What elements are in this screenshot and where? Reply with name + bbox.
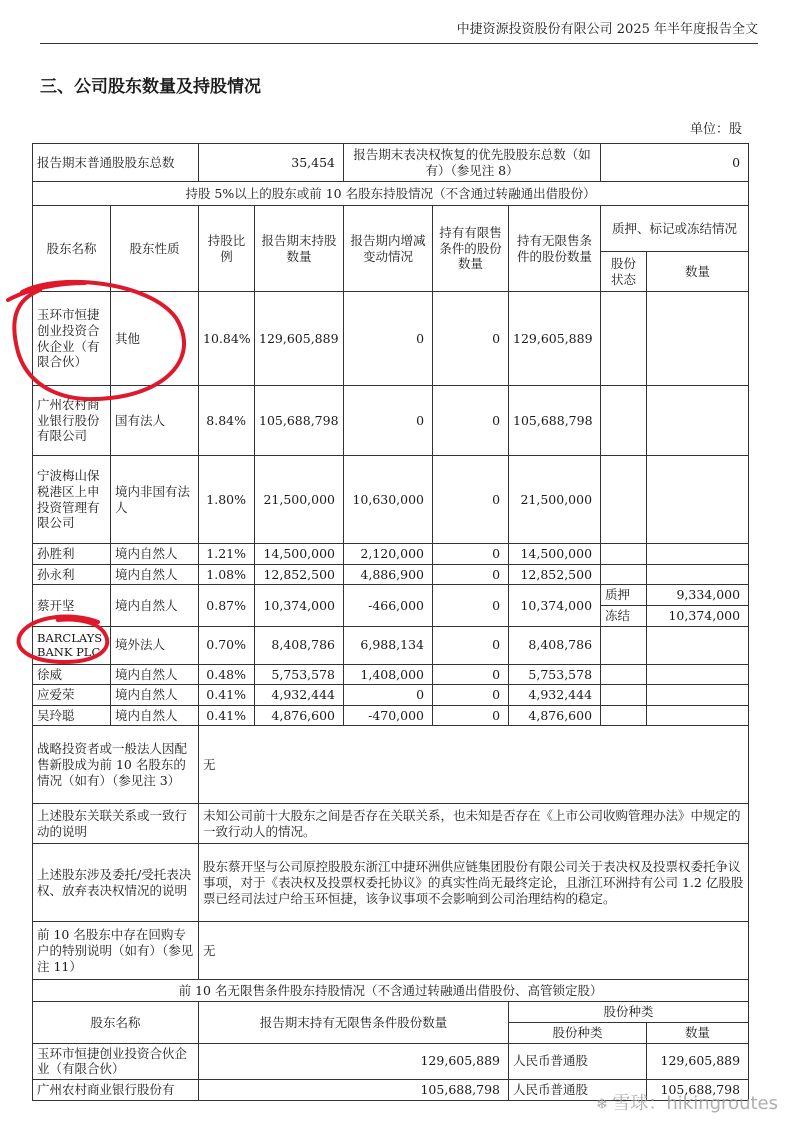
pref-holders-label: 报告期末表决权恢复的优先股股东总数（如有）（参见注 8） bbox=[344, 144, 601, 182]
holder-pledge-qty bbox=[647, 705, 749, 726]
col-header-name: 股东名称 bbox=[33, 206, 111, 292]
table-row bbox=[33, 386, 749, 456]
holder-pledge-qty bbox=[647, 544, 749, 565]
watermark bbox=[596, 1089, 778, 1115]
common-holders-label: 报告期末普通股股东总数 bbox=[33, 144, 199, 182]
unrestricted-holder-type-qty: 129,605,889 bbox=[647, 1043, 749, 1079]
holder-pledge-status bbox=[601, 456, 647, 544]
unrestricted-section-label: 前 10 名无限售条件股东持股情况（不含通过转融通出借股份、高管锁定股） bbox=[33, 980, 749, 1002]
unrestricted-holder-type: 人民币普通股 bbox=[509, 1079, 647, 1100]
note-row bbox=[33, 726, 749, 804]
holder-unrestricted: 105,688,798 bbox=[509, 386, 601, 456]
unrestricted-header-class-type: 股份种类 bbox=[509, 1023, 647, 1044]
unrestricted-holder-type-qty: 105,688,798 bbox=[647, 1079, 749, 1100]
summary-row bbox=[33, 144, 749, 182]
section-title: 三、公司股东数量及持股情况 bbox=[40, 77, 261, 97]
holder-pledge-qty bbox=[647, 292, 749, 386]
holder-pledge-qty bbox=[647, 456, 749, 544]
holder-name: 广州农村商业银行股份有限公司 bbox=[33, 386, 111, 456]
holder-shares: 105,688,798 bbox=[255, 386, 344, 456]
holder-unrestricted: 4,876,600 bbox=[509, 705, 601, 726]
note-row bbox=[33, 804, 749, 844]
holder-nature: 境内非国有法人 bbox=[111, 456, 199, 544]
holder-pledge-status bbox=[601, 564, 647, 585]
top10-header-row bbox=[33, 206, 749, 252]
holder-shares: 21,500,000 bbox=[255, 456, 344, 544]
holder-pledge-status bbox=[601, 626, 647, 664]
holder-ratio: 8.84% bbox=[199, 386, 255, 456]
note-row bbox=[33, 922, 749, 980]
note-value: 股东蔡开坚与公司原控股股东浙江中捷环洲供应链集团股份有限公司关于表决权及投票权委托争议事项，对于《表决权及投票权委托协议》的真实性尚无最终定论，且浙江环洲持有公司 1.2 亿股股票已经司法过户给玉环恒捷，该争议事项不会影响到公司治理结构的稳定。 bbox=[199, 844, 749, 922]
common-holders-value: 35,454 bbox=[199, 144, 344, 182]
holder-pledge-qty bbox=[647, 664, 749, 685]
holder-unrestricted: 12,852,500 bbox=[509, 564, 601, 585]
table-row bbox=[33, 544, 749, 565]
holder-name: 玉环市恒捷创业投资合伙企业（有限合伙） bbox=[33, 292, 111, 386]
holder-ratio: 0.41% bbox=[199, 685, 255, 706]
holder-unrestricted: 21,500,000 bbox=[509, 456, 601, 544]
pref-holders-value: 0 bbox=[601, 144, 749, 182]
holder-ratio: 1.80% bbox=[199, 456, 255, 544]
col-header-restricted: 持有有限售条件的股份数量 bbox=[433, 206, 509, 292]
holder-ratio: 10.84% bbox=[199, 292, 255, 386]
top10-section-label: 持股 5%以上的股东或前 10 名股东持股情况（不含通过转融通出借股份） bbox=[33, 182, 749, 206]
holder-shares: 129,605,889 bbox=[255, 292, 344, 386]
holder-change: 1,408,000 bbox=[344, 664, 433, 685]
holder-unrestricted: 4,932,444 bbox=[509, 685, 601, 706]
holder-name: 孙胜利 bbox=[33, 544, 111, 565]
holder-name: 吴玲聪 bbox=[33, 705, 111, 726]
table-row bbox=[33, 456, 749, 544]
holder-nature: 国有法人 bbox=[111, 386, 199, 456]
note-label: 上述股东关联关系或一致行动的说明 bbox=[33, 804, 199, 844]
holder-nature: 境内自然人 bbox=[111, 685, 199, 706]
holder-freeze-status: 冻结 bbox=[601, 605, 647, 626]
holder-restricted: 0 bbox=[433, 585, 509, 626]
unrestricted-holder-qty: 129,605,889 bbox=[199, 1043, 509, 1079]
holder-ratio: 1.21% bbox=[199, 544, 255, 565]
holder-unrestricted: 14,500,000 bbox=[509, 544, 601, 565]
note-value: 无 bbox=[199, 922, 749, 980]
holder-restricted: 0 bbox=[433, 705, 509, 726]
holder-restricted: 0 bbox=[433, 664, 509, 685]
unrestricted-header-qty: 报告期末持有无限售条件股份数量 bbox=[199, 1002, 509, 1043]
holder-pledge-qty bbox=[647, 626, 749, 664]
unrestricted-holder-name: 玉环市恒捷创业投资合伙企业（有限合伙） bbox=[33, 1043, 199, 1079]
holder-change: 6,988,134 bbox=[344, 626, 433, 664]
holder-pledge-status bbox=[601, 664, 647, 685]
holder-shares: 10,374,000 bbox=[255, 585, 344, 626]
table-row bbox=[33, 1043, 749, 1079]
holder-restricted: 0 bbox=[433, 292, 509, 386]
holder-ratio: 0.70% bbox=[199, 626, 255, 664]
holder-unrestricted: 129,605,889 bbox=[509, 292, 601, 386]
unrestricted-holder-name: 广州农村商业银行股份有 bbox=[33, 1079, 199, 1100]
holder-nature: 境内自然人 bbox=[111, 544, 199, 565]
holder-nature: 境外法人 bbox=[111, 626, 199, 664]
holder-pledge-status bbox=[601, 705, 647, 726]
holder-change: 4,886,900 bbox=[344, 564, 433, 585]
holder-change: 2,120,000 bbox=[344, 544, 433, 565]
note-value: 无 bbox=[199, 726, 749, 804]
note-label: 上述股东涉及委托/受托表决权、放弃表决权情况的说明 bbox=[33, 844, 199, 922]
holder-unrestricted: 10,374,000 bbox=[509, 585, 601, 626]
table-row bbox=[33, 585, 749, 606]
holder-restricted: 0 bbox=[433, 564, 509, 585]
col-header-ratio: 持股比例 bbox=[199, 206, 255, 292]
holder-pledge-qty bbox=[647, 564, 749, 585]
col-header-pledge-status: 股份状态 bbox=[601, 252, 647, 292]
holder-name: 徐威 bbox=[33, 664, 111, 685]
holder-name: 应爱荣 bbox=[33, 685, 111, 706]
holder-name: 蔡开坚 bbox=[33, 585, 111, 626]
table-row bbox=[33, 292, 749, 386]
note-row bbox=[33, 844, 749, 922]
holder-change: 0 bbox=[344, 386, 433, 456]
holder-ratio: 0.48% bbox=[199, 664, 255, 685]
holder-restricted: 0 bbox=[433, 685, 509, 706]
table-row bbox=[33, 564, 749, 585]
holder-pledge-status bbox=[601, 544, 647, 565]
holder-nature: 境内自然人 bbox=[111, 564, 199, 585]
holder-shares: 4,932,444 bbox=[255, 685, 344, 706]
holder-pledge-status: 质押 bbox=[601, 585, 647, 606]
col-header-change: 报告期内增减变动情况 bbox=[344, 206, 433, 292]
col-header-nature: 股东性质 bbox=[111, 206, 199, 292]
unrestricted-holder-qty: 105,688,798 bbox=[199, 1079, 509, 1100]
holder-pledge-status bbox=[601, 685, 647, 706]
table-row bbox=[33, 664, 749, 685]
page-header-title: 中捷资源投资股份有限公司 2025 年半年度报告全文 bbox=[456, 22, 758, 37]
holder-nature: 境内自然人 bbox=[111, 585, 199, 626]
col-header-shares: 报告期末持股数量 bbox=[255, 206, 344, 292]
holder-change: 0 bbox=[344, 685, 433, 706]
holder-change: 0 bbox=[344, 292, 433, 386]
unrestricted-header-class-qty: 数量 bbox=[647, 1023, 749, 1044]
watermark-text: 雪球：hikingroutes bbox=[612, 1093, 778, 1114]
holder-restricted: 0 bbox=[433, 544, 509, 565]
holder-nature: 境内自然人 bbox=[111, 705, 199, 726]
table-row bbox=[33, 705, 749, 726]
unrestricted-header-class: 股份种类 bbox=[509, 1002, 749, 1023]
holder-shares: 5,753,578 bbox=[255, 664, 344, 685]
unrestricted-header-name: 股东名称 bbox=[33, 1002, 199, 1043]
note-label: 战略投资者或一般法人因配售新股成为前 10 名股东的情况（如有）（参见注 3） bbox=[33, 726, 199, 804]
holder-pledge-qty: 9,334,000 bbox=[647, 585, 749, 606]
holder-unrestricted: 8,408,786 bbox=[509, 626, 601, 664]
holder-freeze-qty: 10,374,000 bbox=[647, 605, 749, 626]
holder-change: 10,630,000 bbox=[344, 456, 433, 544]
holder-ratio: 0.41% bbox=[199, 705, 255, 726]
holder-shares: 12,852,500 bbox=[255, 564, 344, 585]
holder-shares: 4,876,600 bbox=[255, 705, 344, 726]
holder-change: -466,000 bbox=[344, 585, 433, 626]
holder-shares: 14,500,000 bbox=[255, 544, 344, 565]
col-header-pledge-qty: 数量 bbox=[647, 252, 749, 292]
col-header-pledge: 质押、标记或冻结情况 bbox=[601, 206, 749, 252]
holder-restricted: 0 bbox=[433, 386, 509, 456]
holder-shares: 8,408,786 bbox=[255, 626, 344, 664]
holder-restricted: 0 bbox=[433, 456, 509, 544]
holder-unrestricted: 5,753,578 bbox=[509, 664, 601, 685]
holder-nature: 其他 bbox=[111, 292, 199, 386]
unrestricted-header-row bbox=[33, 1002, 749, 1023]
table-row bbox=[33, 685, 749, 706]
holder-pledge-qty bbox=[647, 386, 749, 456]
shareholder-table bbox=[32, 143, 749, 1101]
snowball-logo-icon: ❄ bbox=[595, 1095, 609, 1113]
unrestricted-holder-type: 人民币普通股 bbox=[509, 1043, 647, 1079]
holder-name: 宁波梅山保税港区上申投资管理有限公司 bbox=[33, 456, 111, 544]
holder-name: BARCLAYS BANK PLC bbox=[33, 626, 111, 664]
note-label: 前 10 名股东中存在回购专户的特别说明（如有）（参见注 11） bbox=[33, 922, 199, 980]
holder-name: 孙永利 bbox=[33, 564, 111, 585]
header-rule bbox=[40, 43, 758, 44]
holder-ratio: 1.08% bbox=[199, 564, 255, 585]
holder-restricted: 0 bbox=[433, 626, 509, 664]
holder-nature: 境内自然人 bbox=[111, 664, 199, 685]
col-header-unrestricted: 持有无限售条件的股份数量 bbox=[509, 206, 601, 292]
unit-label: 单位：股 bbox=[689, 122, 742, 137]
holder-ratio: 0.87% bbox=[199, 585, 255, 626]
holder-pledge-status bbox=[601, 292, 647, 386]
holder-pledge-status bbox=[601, 386, 647, 456]
table-row bbox=[33, 626, 749, 664]
note-value: 未知公司前十大股东之间是否存在关联关系，也未知是否存在《上市公司收购管理办法》中规定的一致行动人的情况。 bbox=[199, 804, 749, 844]
holder-change: -470,000 bbox=[344, 705, 433, 726]
holder-pledge-qty bbox=[647, 685, 749, 706]
